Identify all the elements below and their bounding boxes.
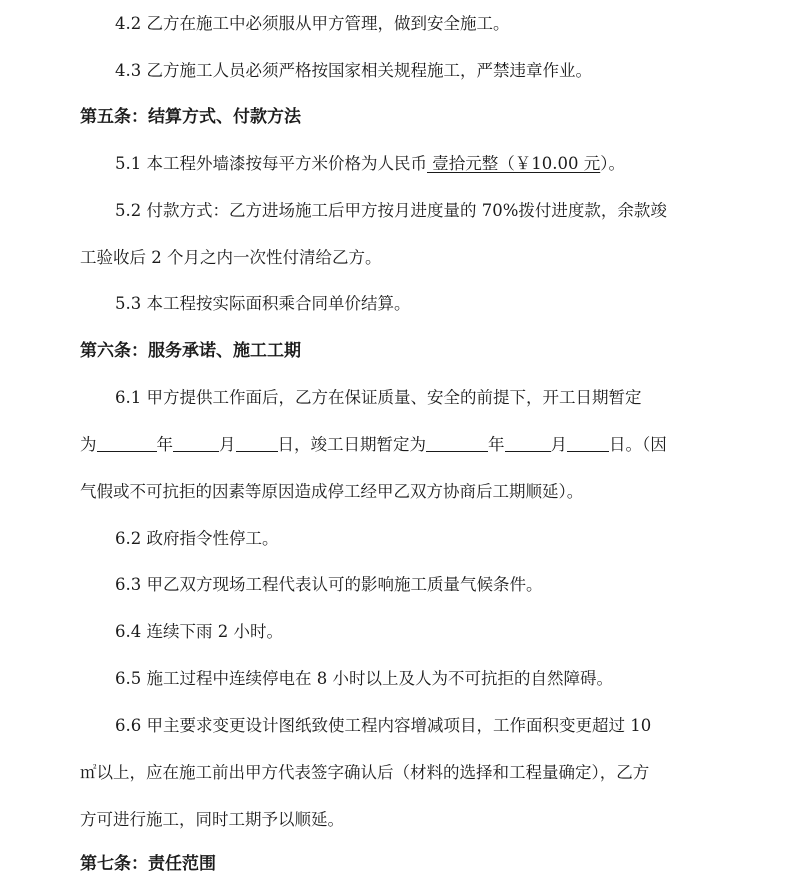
clause-6-1-line1: 6.1 甲方提供工作面后，乙方在保证质量、安全的前提下，开工日期暂定 bbox=[115, 388, 642, 407]
clause-5-1 bbox=[0, 153, 795, 175]
start-month-blank[interactable] bbox=[173, 435, 219, 452]
clause-6-4: 6.4 连续下雨 2 小时。 bbox=[115, 622, 283, 641]
clause-6-1-dates bbox=[0, 434, 795, 456]
clause-5-1-end: ）。 bbox=[600, 154, 625, 173]
clause-6-3: 6.3 甲乙双方现场工程代表认可的影响施工质量气候条件。 bbox=[115, 575, 543, 594]
clause-6-2: 6.2 政府指令性停工。 bbox=[115, 529, 279, 548]
article-5-heading: 第五条：结算方式、付款方法 bbox=[80, 107, 301, 127]
start-year-label: 年 bbox=[156, 435, 173, 454]
clause-4-3: 4.3 乙方施工人员必须严格按国家相关规程施工，严禁违章作业。 bbox=[115, 61, 592, 80]
clause-6-6-line1: 6.6 甲主要求变更设计图纸致使工程内容增减项目，工作面积变更超过 10 bbox=[115, 716, 652, 735]
article-7-heading: 第七条：责任范围 bbox=[80, 854, 216, 874]
start-day-label: 日，竣工日期暂定为 bbox=[277, 435, 426, 454]
clause-6-6-line3: 方可进行施工，同时工期予以顺延。 bbox=[80, 810, 344, 829]
clause-6-5: 6.5 施工过程中连续停电在 8 小时以上及人为不可抗拒的自然障碍。 bbox=[115, 669, 613, 688]
end-day-blank[interactable] bbox=[567, 435, 609, 452]
clause-5-2-line1: 5.2 付款方式：乙方进场施工后甲方按月进度量的 70%拨付进度款，余款竣 bbox=[115, 201, 667, 220]
end-day-label: 日。（因 bbox=[609, 435, 667, 454]
clause-4-2: 4.2 乙方在施工中必须服从甲方管理，做到安全施工。 bbox=[115, 14, 510, 33]
clause-6-1-line3: 气假或不可抗拒的因素等原因造成停工经甲乙双方协商后工期顺延）。 bbox=[80, 482, 584, 501]
clause-6-6-line2: ㎡以上，应在施工前出甲方代表签字确认后（材料的选择和工程量确定），乙方 bbox=[80, 763, 650, 782]
price-amount: 壹拾元整（￥10.00 元 bbox=[427, 154, 601, 173]
dates-prefix: 为 bbox=[80, 435, 97, 454]
end-month-label: 月 bbox=[550, 435, 567, 454]
end-year-label: 年 bbox=[488, 435, 505, 454]
start-month-label: 月 bbox=[219, 435, 236, 454]
clause-5-1-text: 5.1 本工程外墙漆按每平方米价格为人民币 bbox=[115, 154, 427, 173]
end-year-blank[interactable] bbox=[426, 435, 488, 452]
start-year-blank[interactable] bbox=[97, 435, 157, 452]
article-6-heading: 第六条：服务承诺、施工工期 bbox=[80, 341, 301, 361]
clause-5-2-line2: 工验收后 2 个月之内一次性付清给乙方。 bbox=[80, 248, 382, 267]
end-month-blank[interactable] bbox=[505, 435, 551, 452]
start-day-blank[interactable] bbox=[236, 435, 278, 452]
clause-5-3: 5.3 本工程按实际面积乘合同单价结算。 bbox=[115, 294, 411, 313]
